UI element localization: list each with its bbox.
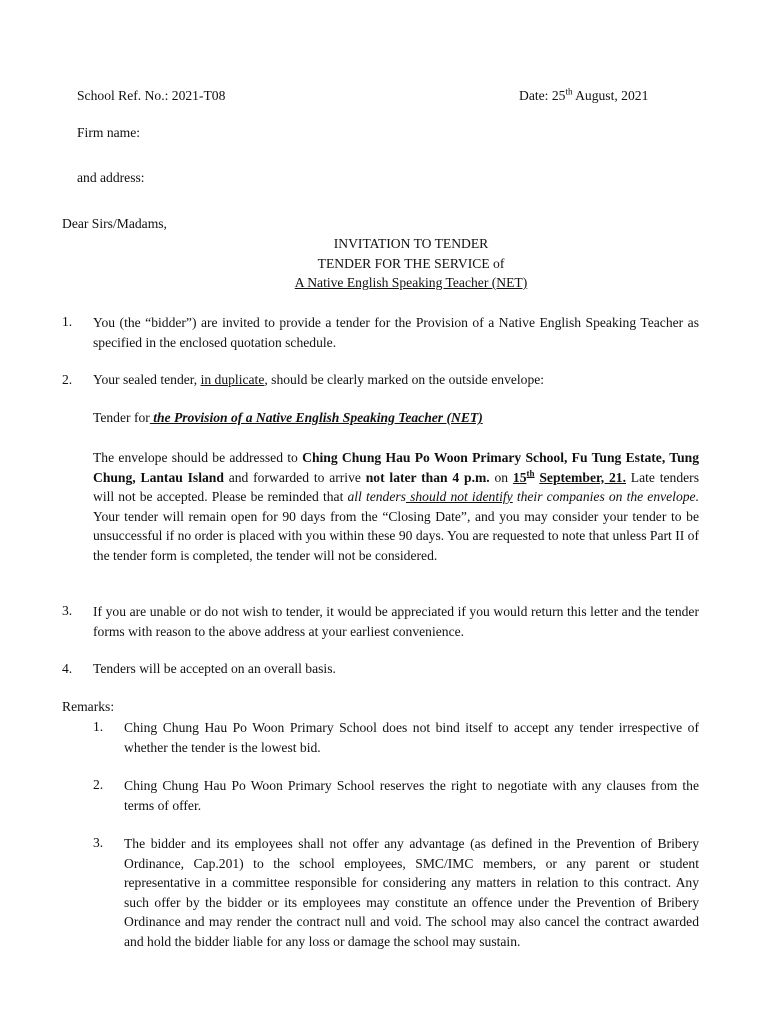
firm-name-label: Firm name:	[77, 125, 141, 140]
remark-number: 3.	[93, 835, 104, 850]
item-number: 3.	[62, 603, 73, 618]
remark-2-text: Ching Chung Hau Po Woon Primary School reserves the right to negotiate with any clauses from the terms of offer.	[124, 778, 699, 813]
item-1-text: You (the “bidder”) are invited to provide a tender for the Provision of a Native English Speaking Teacher as specified in the enclosed quotation schedule.	[93, 315, 699, 350]
envelope-paragraph: The envelope should be addressed to Ching Chung Hau Po Woon Primary School, Fu Tung Estate, Tung Chung, Lantau Island and forwarded to arrive not later than 4 p.m. on 15th September, 21. Late tenders will not be accepted. Please be reminded that all tenders should not identify their companies on the envelope. Your tender will remain open for 90 days from the “Closing Date”, and you may consider your tender to be unsuccessful if no order is placed with you within these 90 days. You are requested to note that unless Part II of the tender form is completed, the tender will not be considered.	[93, 450, 699, 563]
school-ref: School Ref. No.: 2021-T08	[77, 88, 226, 103]
item-4-text: Tenders will be accepted on an overall basis.	[93, 661, 336, 676]
item-number: 2.	[62, 372, 73, 387]
remark-3-text: The bidder and its employees shall not offer any advantage (as defined in the Prevention of Bribery Ordinance, Cap.201) to the school employees, SMC/IMC members, or any parent or student representative in a committee responsible for considering any matters in relation to this contract. Any such offer by the bidder or its employees may constitute an offence under the Prevention of Bribery Ordinance and may render the contract null and void. The school may also cancel the contract awarded and hold the bidder liable for any loss or damage the school may sustain.	[124, 836, 699, 949]
item-number: 1.	[62, 314, 73, 329]
deadline-month: September, 21.	[539, 469, 626, 485]
salutation: Dear Sirs/Madams,	[62, 216, 167, 231]
remark-1-text: Ching Chung Hau Po Woon Primary School does not bind itself to accept any tender irrespective of whether the tender is the lowest bid.	[124, 720, 699, 755]
address-label: and address:	[77, 170, 145, 185]
tender-for-title: the Provision of a Native English Speaking Teacher (NET)	[149, 410, 483, 425]
remark-number: 1.	[93, 719, 104, 734]
date-sup: th	[565, 86, 573, 97]
title-invitation: INVITATION TO TENDER	[333, 236, 489, 251]
date-day: Date: 25	[519, 88, 566, 103]
school-address: Ching Chung Hau Po Woon Primary School, Fu Tung Estate, Tung Chung, Lantau Island	[93, 450, 699, 485]
letter-date	[519, 88, 648, 104]
title-net: A Native English Speaking Teacher (NET)	[294, 275, 528, 290]
deadline-day: 15	[512, 469, 527, 485]
item-3-text: If you are unable or do not wish to tender, it would be appreciated if you would return this letter and the tender forms with reason to the above address at your earliest convenience.	[93, 604, 699, 639]
deadline-time: not later than 4 p.m.	[365, 469, 490, 485]
in-duplicate: in duplicate	[200, 372, 265, 387]
date-month-year: August, 2021	[572, 88, 649, 103]
tender-for-line: Tender for the Provision of a Native English Speaking Teacher (NET)	[93, 410, 483, 425]
remarks-heading: Remarks:	[62, 699, 115, 714]
title-tender-service: TENDER FOR THE SERVICE of	[317, 256, 505, 271]
item-2-text: Your sealed tender, in duplicate, should be clearly marked on the outside envelope:	[93, 372, 545, 387]
remark-number: 2.	[93, 777, 104, 792]
item-number: 4.	[62, 661, 73, 676]
